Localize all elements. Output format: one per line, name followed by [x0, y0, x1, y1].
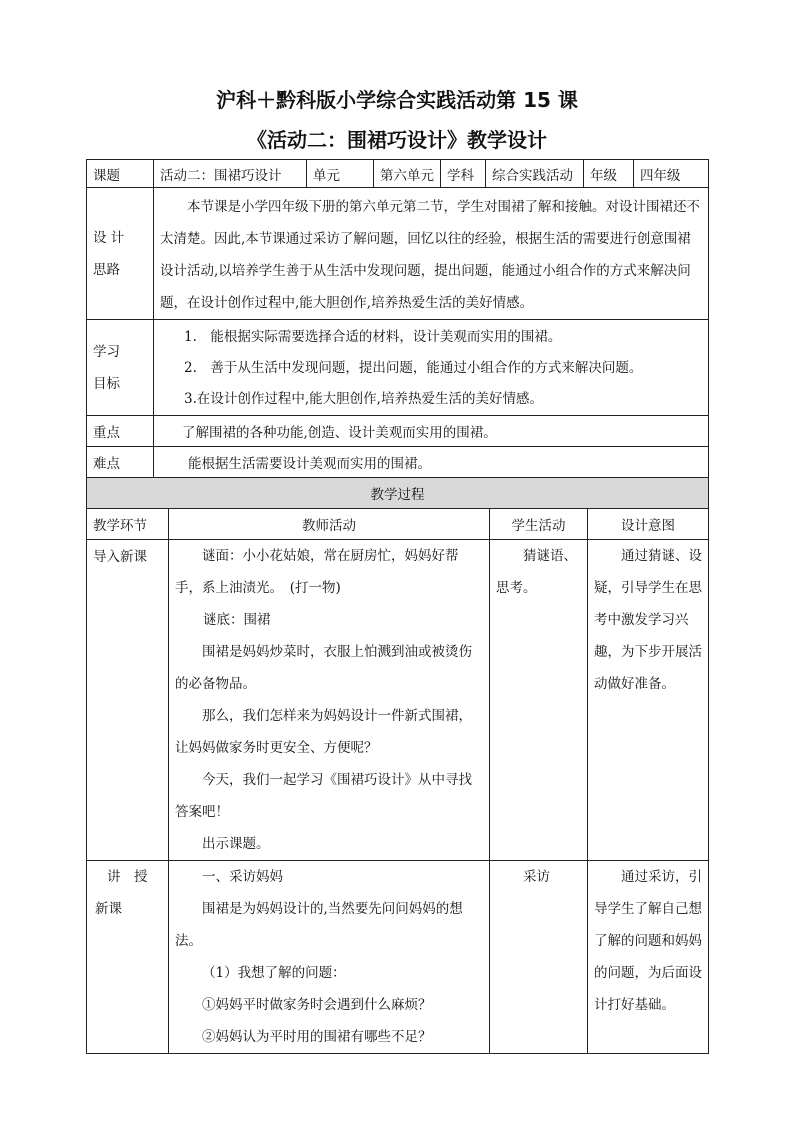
- subject-value: 综合实践活动: [486, 160, 584, 188]
- intent-text: 通过采访，引导学生了解自己想了解的问题和妈妈的问题，为后面设计打好基础。: [594, 869, 702, 1013]
- student-text: 采访: [523, 869, 550, 885]
- teacher-text: 围裙是为妈妈设计的,当然要先问问妈妈的想法。: [175, 901, 463, 949]
- stage-intro: 导入新课: [87, 540, 169, 861]
- design-label-line2: 思路: [93, 261, 120, 278]
- document-subtitle: 《活动二：围裙巧设计》教学设计: [247, 128, 547, 152]
- goal-list: [154, 320, 709, 416]
- teacher-text: ②妈妈认为平时用的围裙有哪些不足？: [202, 1029, 432, 1045]
- key-label: 重点: [87, 416, 154, 447]
- unit-label: 单元: [307, 160, 374, 188]
- difficulty-label: 难点: [87, 447, 154, 478]
- teacher-activity-intro: [169, 540, 490, 861]
- student-activity-intro: [490, 540, 588, 861]
- table-row: [87, 861, 709, 1054]
- goal-label-line2: 目标: [93, 375, 120, 392]
- teacher-text: 那么，我们怎样来为妈妈设计一件新式围裙，让妈妈做家务时更安全、方便呢？: [175, 708, 472, 756]
- student-text: 猜谜语、思考。: [496, 548, 577, 596]
- stage-new-lesson: [87, 861, 169, 1054]
- teacher-text: （1）我想了解的问题：: [202, 965, 346, 981]
- goal-label: [87, 320, 154, 416]
- col-intent-header: 设计意图: [588, 509, 709, 540]
- student-activity-new-lesson: [490, 861, 588, 1054]
- design-text: 本节课是小学四年级下册的第六单元第二节，学生对围裙了解和接触。对设计围裙还不太清楚。因此,本节课通过采访了解问题，回忆以往的经验，根据生活的需要进行创意围裙设计活动,以培养学生善于从生活中发现问题，提出问题，能通过小组合作的方式来解决问题，在设计创作过程中,能大胆创作,培养热爱生活的美好情感。: [154, 188, 709, 320]
- col-student-header: 学生活动: [490, 509, 588, 540]
- goal-item: 1. 能根据实际需要选择合适的材料，设计美观而实用的围裙。: [184, 329, 562, 345]
- teacher-text: 围裙是妈妈炒菜时，衣服上怕溅到油或被烫伤的必备物品。: [175, 644, 472, 692]
- info-table: [86, 159, 709, 478]
- riddle-text: 谜面：小小花姑娘，常在厨房忙，妈妈好帮手，系上油渍光。 (打一物): [175, 548, 459, 596]
- stage-line1: 讲 授: [107, 869, 148, 885]
- col-stage-header: 教学环节: [87, 509, 169, 540]
- goal-item: 2. 善于从生活中发现问题，提出问题，能通过小组合作的方式来解决问题。: [184, 360, 643, 376]
- intent-intro: [588, 540, 709, 861]
- process-section-title: 教学过程: [87, 478, 709, 509]
- subject-label: 学科: [441, 160, 486, 188]
- topic-value: 活动二：围裙巧设计: [154, 160, 307, 188]
- difficulty-text: 能根据生活需要设计美观而实用的围裙。: [154, 447, 709, 478]
- teacher-text: 出示课题。: [202, 836, 270, 852]
- teacher-activity-new-lesson: [169, 861, 490, 1054]
- design-label: [87, 188, 154, 320]
- key-text: 了解围裙的各种功能,创造、设计美观而实用的围裙。: [154, 416, 709, 447]
- teacher-text: 今天，我们一起学习《围裙巧设计》从中寻找答案吧！: [175, 772, 472, 820]
- riddle-answer: 谜底：围裙: [203, 612, 271, 628]
- topic-label: 课题: [87, 160, 154, 188]
- process-table: [86, 477, 709, 1054]
- stage-line2: 新课: [95, 901, 122, 917]
- document-title: 沪科＋黔科版小学综合实践活动第 15 课: [216, 88, 578, 112]
- intent-text: 通过猜谜、设疑，引导学生在思考中激发学习兴趣，为下步开展活动做好准备。: [594, 548, 702, 692]
- intent-new-lesson: [588, 861, 709, 1054]
- teacher-text: ①妈妈平时做家务时会遇到什么麻烦？: [202, 997, 432, 1013]
- teacher-text: 一、采访妈妈: [202, 869, 283, 885]
- col-teacher-header: 教师活动: [169, 509, 490, 540]
- unit-value: 第六单元: [374, 160, 441, 188]
- table-row: [87, 540, 709, 861]
- grade-value: 四年级: [634, 160, 709, 188]
- goal-item: 3.在设计创作过程中,能大胆创作,培养热爱生活的美好情感。: [184, 391, 543, 407]
- grade-label: 年级: [584, 160, 634, 188]
- goal-label-line1: 学习: [93, 343, 120, 360]
- design-label-line1: 设 计: [93, 229, 125, 246]
